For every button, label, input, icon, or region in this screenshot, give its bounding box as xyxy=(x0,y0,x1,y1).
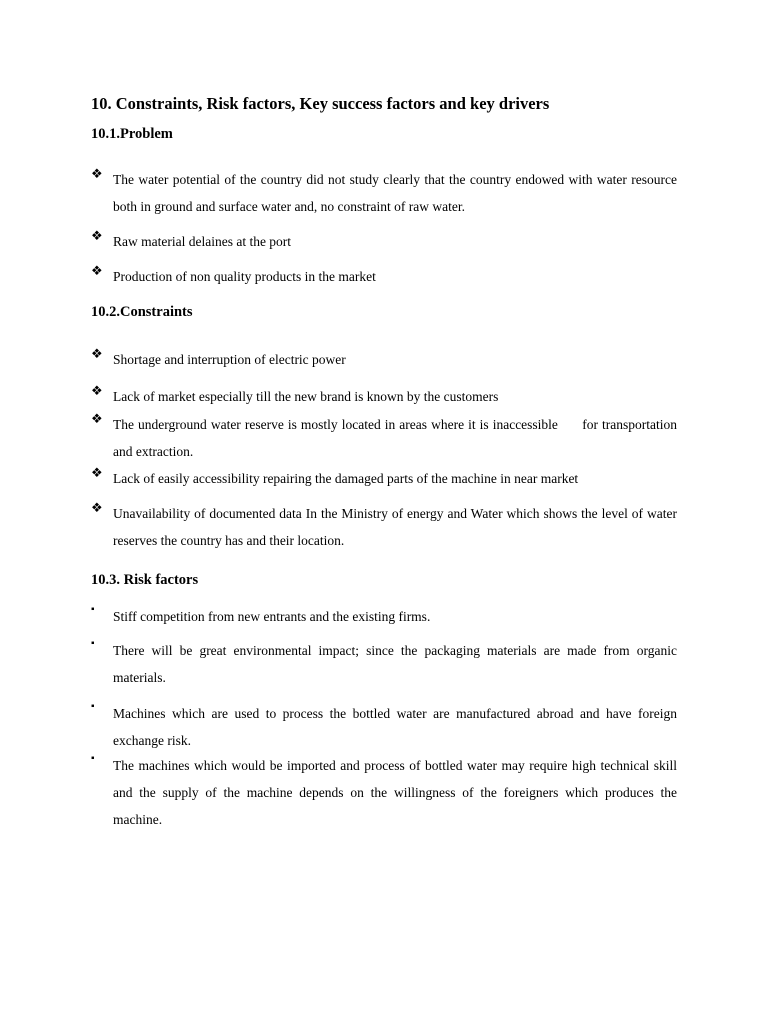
list-item: ❖ Lack of market especially till the new brand is known by the customers xyxy=(91,383,499,404)
diamond-bullet-icon: ❖ xyxy=(91,263,103,278)
list-item: ▪ The machines which would be imported and process of bottled water may require high technical skill and the supply of the machine depends on the willingness of the foreigners which produces the machine. xyxy=(91,753,677,827)
list-item: ▪ Stiff competition from new entrants and the existing firms. xyxy=(91,604,431,624)
list-item: ❖ Unavailability of documented data In the Ministry of energy and Water which shows the level of water reserves the country has and their location. xyxy=(91,500,677,548)
square-bullet-icon: ▪ xyxy=(91,604,95,615)
list-item: ❖ Raw material delaines at the port xyxy=(91,228,292,249)
list-item: ❖ Production of non quality products in the market xyxy=(91,263,376,284)
list-item: ▪ Machines which are used to process the bottled water are manufactured abroad and have foreign exchange risk. xyxy=(91,701,677,748)
diamond-bullet-icon: ❖ xyxy=(91,383,103,398)
diamond-bullet-icon: ❖ xyxy=(91,166,103,181)
section-title-problem: 10.1.Problem xyxy=(91,126,173,142)
page-heading: 10. Constraints, Risk factors, Key success factors and key drivers xyxy=(91,94,550,113)
square-bullet-icon: ▪ xyxy=(91,753,95,764)
diamond-bullet-icon: ❖ xyxy=(91,228,103,243)
list-item: ❖ Lack of easily accessibility repairing the damaged parts of the machine in near market xyxy=(91,465,579,486)
section-title-risk-factors: 10.3. Risk factors xyxy=(91,572,199,588)
list-item: ▪ There will be great environmental impact; since the packaging materials are made from organic materials. xyxy=(91,638,677,685)
square-bullet-icon: ▪ xyxy=(91,638,95,649)
square-bullet-icon: ▪ xyxy=(91,701,95,712)
section-title-constraints: 10.2.Constraints xyxy=(91,304,193,320)
diamond-bullet-icon: ❖ xyxy=(91,465,103,480)
list-item: ❖ The water potential of the country did not study clearly that the country endowed with water resource both in ground and surface water and, no constraint of raw water. xyxy=(91,166,677,214)
diamond-bullet-icon: ❖ xyxy=(91,346,103,361)
diamond-bullet-icon: ❖ xyxy=(91,411,103,426)
list-item: ❖ The underground water reserve is mostly located in areas where it is inaccessible for transportation and extraction. xyxy=(91,411,681,459)
list-item: ❖ Shortage and interruption of electric power xyxy=(91,346,346,367)
diamond-bullet-icon: ❖ xyxy=(91,500,103,515)
